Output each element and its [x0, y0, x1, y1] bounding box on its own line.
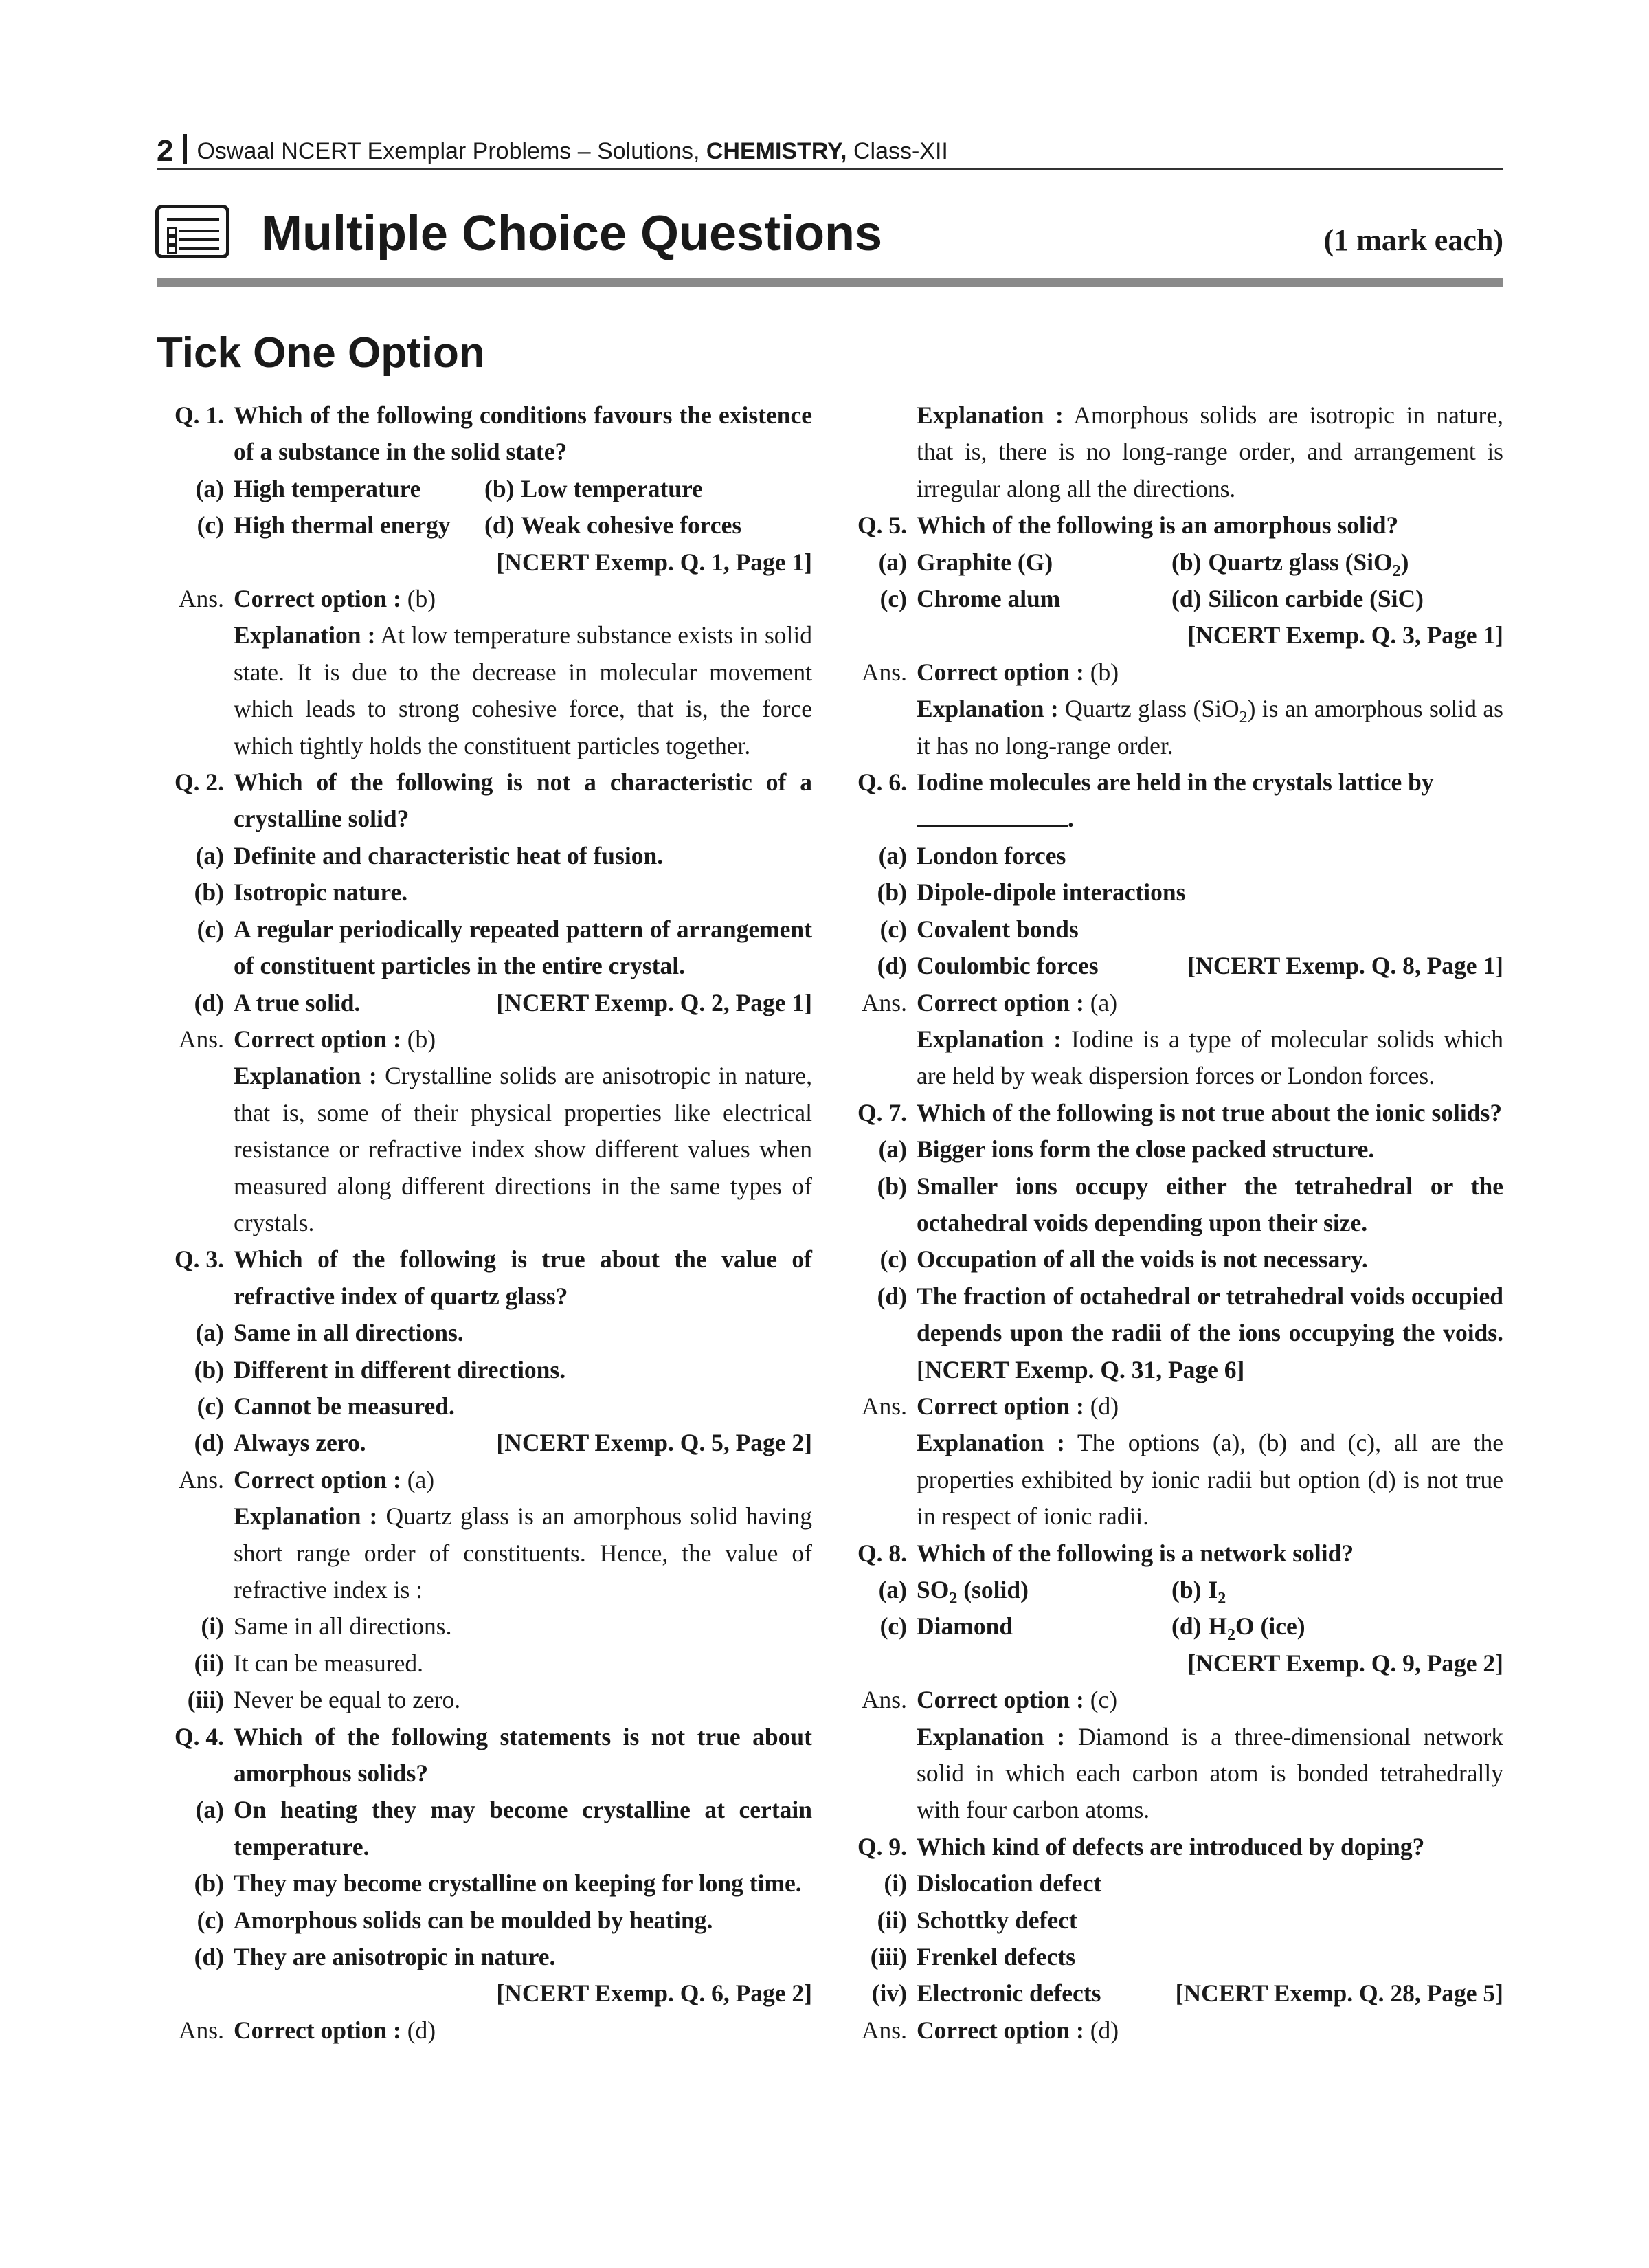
question-text: Which of the following is not true about the ionic solids? [917, 1098, 1503, 1126]
explanation-text: Diamond is a three-dimensional network solid in which each carbon atom is bonded tetrahedrally with four carbon atoms. [917, 1722, 1504, 1824]
ncert-reference: [NCERT Exemp. Q. 2, Page 1] [496, 988, 812, 1016]
option-c [157, 1902, 812, 1939]
option-a [157, 1792, 812, 1865]
right-column [840, 397, 1503, 2049]
ncert-reference: [NCERT Exemp. Q. 8, Page 1] [1187, 952, 1503, 980]
question-text: Which of the following is an amorphous solid? [917, 511, 1399, 540]
option-c [157, 911, 812, 985]
option-b: Quartz glass (SiO$_2$) [1208, 548, 1409, 580]
question-number: Q. 9. [857, 1832, 907, 1860]
question-number: Q. 7. [857, 1098, 907, 1126]
question-number: Q. 5. [857, 511, 907, 540]
point-text: Never be equal to zero. [234, 1686, 461, 1714]
option-text: London forces [917, 841, 1066, 869]
options-row [157, 471, 812, 507]
option-label: (a) [878, 1576, 907, 1603]
option-label: (iv) [871, 1979, 907, 2008]
option-label: (c) [879, 1245, 907, 1274]
question-number: Q. 3. [175, 1245, 224, 1274]
section-title: Multiple Choice Questions [261, 206, 883, 261]
point-label: (i) [201, 1612, 224, 1641]
option-label: (c) [197, 1392, 224, 1420]
option-label: (b) [1171, 1576, 1202, 1603]
option-label: (c) [197, 1906, 224, 1934]
answer [840, 1388, 1503, 1425]
option-b [840, 874, 1503, 911]
options-row [840, 1608, 1503, 1645]
option-iii [840, 1939, 1503, 1975]
option-text: Always zero. [234, 1429, 366, 1457]
option-label: (b) [194, 1355, 224, 1383]
question-text: Which kind of defects are introduced by doping? [917, 1832, 1425, 1860]
option-text: A regular periodically repeated pattern of arrangement of constituent particles in the entire crystal. [234, 915, 812, 980]
question-4 [157, 1719, 812, 1792]
option-c: Diamond [917, 1612, 1013, 1641]
correct-option: (c) [1090, 1686, 1118, 1714]
fill-in-blank [917, 801, 1068, 827]
ncert-reference: [NCERT Exemp. Q. 31, Page 6] [917, 1355, 1245, 1383]
option-label: (b) [1171, 548, 1202, 576]
subject-name: CHEMISTRY, [706, 138, 847, 164]
answer [157, 1021, 812, 1058]
option-d: Silicon carbide (SiC) [1208, 585, 1424, 613]
question-2 [157, 764, 812, 838]
question-text: Which of the following is not a characteristic of a crystalline solid? [234, 768, 812, 833]
answer [840, 985, 1503, 1021]
page-number: 2 [157, 134, 174, 168]
option-label: (a) [195, 1796, 224, 1824]
question-5 [840, 507, 1503, 544]
question-8 [840, 1535, 1503, 1572]
option-label: (c) [879, 585, 907, 613]
option-label: (a) [195, 1319, 224, 1347]
option-text: They are anisotropic in nature. [234, 1943, 556, 1971]
option-b [157, 1865, 812, 1902]
answer-label: Ans. [178, 585, 224, 613]
correct-option: (d) [407, 2016, 436, 2044]
option-text: They may become crystalline on keeping for long time. [234, 1869, 802, 1898]
question-number: Q. 8. [857, 1539, 907, 1567]
correct-option-label: Correct option : [917, 1392, 1084, 1420]
point-text: Same in all directions. [234, 1612, 452, 1641]
option-a: Graphite (G) [917, 548, 1053, 576]
explanation [157, 1498, 812, 1608]
left-column [157, 397, 812, 2049]
explanation-text: Amorphous solids are isotropic in nature, that is, there is no long-range order, and arrangement is irregular along all the directions. [917, 401, 1504, 502]
option-b: Low temperature [521, 474, 703, 502]
correct-option: (b) [407, 1025, 436, 1053]
class-name: Class-XII [853, 138, 948, 164]
ncert-reference: [NCERT Exemp. Q. 9, Page 2] [1187, 1649, 1503, 1677]
option-label: (a) [878, 841, 907, 869]
option-b [157, 874, 812, 911]
option-d [157, 1939, 812, 1975]
option-label: (a) [878, 548, 907, 576]
question-text: Which of the following is true about the value of refractive index of quartz glass? [234, 1245, 812, 1310]
option-text: Electronic defects [917, 1979, 1101, 2008]
option-label: (b) [877, 1172, 907, 1200]
explanation-text: Crystalline solids are anisotropic in nature, that is, some of their physical properties like electrical resistance or refractive index show different values when measured along different directions in the same types of crystals. [234, 1062, 812, 1236]
option-label: (d) [194, 988, 224, 1016]
question-text: Iodine molecules are held in the crystals lattice by [917, 768, 1434, 797]
explanation [157, 1058, 812, 1241]
correct-option-label: Correct option : [917, 658, 1084, 686]
correct-option-label: Correct option : [234, 2016, 401, 2044]
option-text: Bigger ions form the close packed structure. [917, 1135, 1375, 1164]
answer [840, 2012, 1503, 2049]
option-text: Amorphous solids can be moulded by heating. [234, 1906, 713, 1934]
correct-option: (a) [1090, 988, 1118, 1016]
explanation-text: The options (a), (b) and (c), all are the properties exhibited by ionic radii but option (d) is not true in respect of ionic radii. [917, 1429, 1503, 1531]
option-label: (b) [484, 474, 515, 502]
option-text: Frenkel defects [917, 1943, 1076, 1971]
explanation-label: Explanation : [917, 1722, 1066, 1750]
option-b: $I_2$ [1208, 1576, 1226, 1608]
option-a: High temperature [234, 474, 421, 502]
explanation-label: Explanation : [917, 401, 1064, 429]
answer [157, 1462, 812, 1498]
correct-option: (b) [1090, 658, 1119, 686]
explanation [840, 1719, 1503, 1829]
option-label: (c) [197, 915, 224, 943]
option-label: (ii) [877, 1906, 907, 1934]
option-label: (c) [879, 915, 907, 943]
explanation-label: Explanation : [917, 1025, 1062, 1053]
explanation-text: Iodine is a type of molecular solids which are held by weak dispersion forces or London forces. [917, 1025, 1504, 1090]
option-c: High thermal energy [234, 511, 451, 540]
point-text: It can be measured. [234, 1649, 423, 1677]
explanation-label: Explanation : [917, 1429, 1065, 1457]
answer-label: Ans. [178, 1025, 224, 1053]
option-text: The fraction of octahedral or tetrahedral voids occupied depends upon the radii of the ions occupying the voids. [917, 1282, 1503, 1347]
point-label: (ii) [194, 1649, 224, 1677]
option-text: Same in all directions. [234, 1319, 464, 1347]
question-7 [840, 1095, 1503, 1131]
option-label: (b) [194, 878, 224, 907]
explanation-point [157, 1645, 812, 1682]
option-label: (d) [1171, 1612, 1202, 1641]
marks-note: (1 mark each) [1323, 223, 1503, 257]
answer [157, 581, 812, 617]
explanation-label: Explanation : [234, 1502, 378, 1531]
correct-option: (a) [407, 1465, 435, 1493]
question-number: Q. 2. [175, 768, 224, 797]
question-1 [157, 397, 812, 471]
option-a [840, 838, 1503, 874]
option-a [840, 1131, 1503, 1168]
option-text: Smaller ions occupy either the tetrahedral or the octahedral voids depending upon their size. [917, 1172, 1503, 1236]
running-header [157, 132, 1503, 170]
option-label: (i) [884, 1869, 907, 1898]
option-label: (d) [484, 511, 515, 540]
answer-label: Ans. [861, 1392, 907, 1420]
checklist-icon [155, 205, 229, 258]
question-9 [840, 1829, 1503, 1865]
ncert-reference: [NCERT Exemp. Q. 1, Page 1] [496, 548, 812, 576]
option-label: (b) [877, 878, 907, 907]
ncert-reference: [NCERT Exemp. Q. 5, Page 2] [496, 1429, 812, 1457]
answer [157, 2012, 812, 2049]
answer [840, 654, 1503, 691]
options-row [840, 1572, 1503, 1608]
option-text: A true solid. [234, 988, 361, 1016]
option-label: (a) [195, 474, 224, 502]
option-label: (d) [877, 1282, 907, 1310]
question-text: Which of the following conditions favours the existence of a substance in the solid state? [234, 401, 812, 466]
explanation-label: Explanation : [234, 621, 376, 649]
option-text: Dipole-dipole interactions [917, 878, 1186, 907]
question-text: Which of the following statements is not true about amorphous solids? [234, 1722, 812, 1788]
explanation [840, 1021, 1503, 1095]
option-ii [840, 1902, 1503, 1939]
question-number: Q. 4. [175, 1722, 224, 1750]
explanation [840, 691, 1503, 764]
option-d [157, 1425, 812, 1461]
option-text: On heating they may become crystalline at certain temperature. [234, 1796, 812, 1860]
explanation [840, 1425, 1503, 1535]
explanation-text: Quartz glass is an amorphous solid having short range order of constituents. Hence, the value of refractive index is : [234, 1502, 813, 1603]
ncert-reference: [NCERT Exemp. Q. 3, Page 1] [1187, 621, 1503, 649]
option-label: (c) [879, 1612, 907, 1641]
option-a [157, 1315, 812, 1351]
ncert-reference: [NCERT Exemp. Q. 6, Page 2] [496, 1979, 812, 2008]
explanation [157, 617, 812, 764]
point-label: (iii) [187, 1686, 224, 1714]
question-number: Q. 6. [857, 768, 907, 797]
option-c: Chrome alum [917, 585, 1061, 613]
explanation [840, 397, 1503, 507]
option-d: Weak cohesive forces [521, 511, 742, 540]
option-text: Occupation of all the voids is not necessary. [917, 1245, 1368, 1274]
option-label: (d) [194, 1943, 224, 1971]
option-text: Different in different directions. [234, 1355, 566, 1383]
explanation-point [157, 1608, 812, 1645]
option-c [840, 911, 1503, 948]
book-title: Oswaal NCERT Exemplar Problems – Solutions, [197, 138, 700, 164]
explanation-label: Explanation : [917, 695, 1059, 723]
answer-label: Ans. [861, 1686, 907, 1714]
question-text: Which of the following is a network solid? [917, 1539, 1354, 1567]
correct-option-label: Correct option : [917, 1686, 1084, 1714]
header-divider [183, 134, 187, 164]
question-number: Q. 1. [175, 401, 224, 429]
answer-label: Ans. [861, 988, 907, 1016]
option-iv [840, 1975, 1503, 2012]
option-text: Dislocation defect [917, 1869, 1102, 1898]
subsection-title: Tick One Option [157, 329, 485, 377]
option-text: Cannot be measured. [234, 1392, 455, 1420]
answer-label: Ans. [178, 1465, 224, 1493]
option-b [157, 1352, 812, 1388]
options-row [840, 581, 1503, 617]
option-text: Isotropic nature. [234, 878, 408, 907]
option-label: (a) [878, 1135, 907, 1164]
option-label: (d) [877, 952, 907, 980]
header-rule [157, 168, 1503, 170]
question-6: Q. 6. Iodine molecules are held in the crystals lattice by . [840, 764, 1503, 838]
option-c [840, 1241, 1503, 1278]
question-3 [157, 1241, 812, 1315]
answer-label: Ans. [861, 2016, 907, 2044]
correct-option-label: Correct option : [917, 988, 1084, 1016]
option-d [840, 948, 1503, 984]
correct-option: (d) [1090, 1392, 1119, 1420]
option-text: Definite and characteristic heat of fusion. [234, 841, 664, 869]
section-banner-bar [157, 278, 1503, 287]
options-row [157, 507, 812, 544]
explanation-text: Quartz glass (SiO$_2$) is an amorphous solid as it has no long-range order. [917, 695, 1503, 759]
correct-option: (b) [407, 585, 436, 613]
option-d: $H_2O$ (ice) [1208, 1612, 1305, 1645]
option-i [840, 1865, 1503, 1902]
options-row [840, 544, 1503, 581]
option-text: Covalent bonds [917, 915, 1079, 943]
explanation-text: At low temperature substance exists in solid state. It is due to the decrease in molecular movement which leads to strong cohesive force, that is, the force which tightly holds the constituent particles together. [234, 621, 812, 759]
option-c [157, 1388, 812, 1425]
option-label: (b) [194, 1869, 224, 1898]
correct-option: (d) [1090, 2016, 1119, 2044]
correct-option-label: Correct option : [917, 2016, 1084, 2044]
correct-option-label: Correct option : [234, 1465, 401, 1493]
option-d [840, 1278, 1503, 1388]
answer [840, 1682, 1503, 1718]
explanation-point [157, 1682, 812, 1718]
option-label: (c) [197, 511, 224, 540]
correct-option-label: Correct option : [234, 1025, 401, 1053]
explanation-label: Explanation : [234, 1062, 377, 1090]
option-text: Coulombic forces [917, 952, 1099, 980]
option-label: (d) [194, 1429, 224, 1457]
option-text: Schottky defect [917, 1906, 1077, 1934]
option-a [157, 838, 812, 874]
ncert-reference: [NCERT Exemp. Q. 28, Page 5] [1175, 1979, 1503, 2008]
option-a: $SO_2$ (solid) [917, 1576, 1029, 1608]
option-label: (a) [195, 841, 224, 869]
option-b [840, 1168, 1503, 1242]
option-label: (d) [1171, 585, 1202, 613]
answer-label: Ans. [178, 2016, 224, 2044]
answer-label: Ans. [861, 658, 907, 686]
correct-option-label: Correct option : [234, 585, 401, 613]
option-d [157, 985, 812, 1021]
option-label: (iii) [870, 1943, 907, 1971]
